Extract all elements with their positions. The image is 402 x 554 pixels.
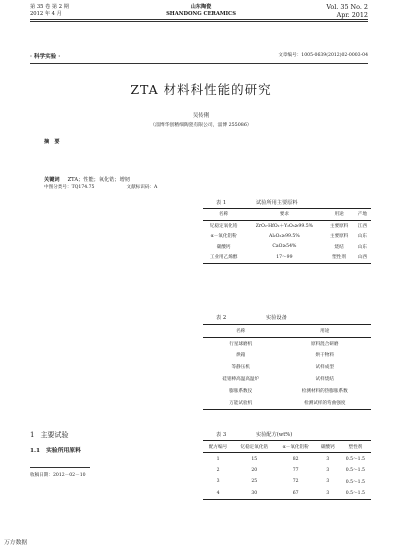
table-row — [203, 231, 371, 242]
table-cell: 72 — [292, 479, 299, 485]
header-date-cn: 2012 年 4 月 — [30, 11, 62, 17]
author: 吴传俐 — [192, 113, 210, 119]
table-row — [203, 252, 371, 263]
table-cell: 等静压机 — [231, 365, 250, 371]
table-cell: 0.5～1.5 — [345, 457, 365, 463]
table-row — [203, 453, 371, 465]
table-cell: 塑性剂 — [332, 255, 346, 261]
table-header-row — [203, 209, 371, 221]
table-row — [203, 385, 371, 397]
table-cell: 1 — [216, 456, 220, 462]
table-row — [203, 242, 371, 253]
table-cell: 3 — [326, 456, 330, 462]
header-journal-en: SHANDONG CERAMICS — [166, 11, 236, 17]
document-code: 文献标识码：A — [126, 185, 158, 190]
table-cell: α－氧化铝粉 — [210, 234, 237, 240]
table-cell: 4 — [216, 490, 220, 496]
table-cell: 82 — [292, 456, 299, 462]
table-cell: 3 — [326, 490, 330, 496]
table-1-title: 试验所用主要原料 — [256, 200, 298, 206]
keywords-label: 关键词 — [44, 177, 60, 183]
table-cell: CaO≥54% — [272, 244, 297, 250]
table-cell: 77 — [292, 467, 299, 473]
header-right — [326, 4, 368, 19]
table-header-cell: 配方编号 — [208, 444, 228, 450]
table-cell: 烘干物料 — [315, 353, 334, 359]
table-cell: 山西 — [357, 255, 367, 261]
table-1-number: 表 1 — [216, 200, 227, 206]
table-cell: 3 — [216, 479, 220, 485]
table-3-title: 实验配方(wt%) — [256, 432, 293, 438]
table-row — [203, 361, 371, 373]
table-row — [203, 465, 371, 476]
table-cell: 0.5～1.5 — [345, 468, 365, 474]
table-cell: 原料混合研磨 — [310, 341, 339, 347]
article-number: 文章编号：1005-0639(2012)02-0003-04 — [278, 53, 368, 58]
table-2-number: 表 2 — [216, 315, 227, 321]
table-cell: 3 — [326, 467, 330, 473]
table-cell: 25 — [251, 479, 258, 485]
table-cell: 万能试验机 — [229, 400, 253, 406]
table-row — [203, 488, 371, 500]
table-cell: 烧结 — [334, 244, 344, 250]
table-cell: 钇稳定氧化锆 — [209, 223, 238, 229]
table-cell: Al₂O₃≥99.5% — [269, 233, 300, 239]
subsection-title: 实验所用原料 — [46, 448, 81, 454]
table-header-cell: 用途 — [320, 328, 330, 334]
table-header-row — [203, 441, 371, 453]
abstract-label: 摘 要 — [44, 139, 60, 145]
header-rule-top — [30, 19, 368, 20]
formula-table — [203, 440, 371, 500]
table-cell: 0.5～1.5 — [345, 491, 365, 497]
table-cell: 检测材料的热膨胀系数 — [301, 388, 348, 394]
table-3-caption — [216, 431, 232, 438]
table-cell: 试样成型 — [315, 365, 334, 371]
table-cell: 山东 — [357, 244, 367, 250]
equipment-table — [203, 324, 371, 410]
table-row — [203, 476, 371, 487]
footnote-received-date: 收稿日期：2012－02－10 — [30, 473, 86, 478]
table-row — [203, 350, 371, 362]
table-cell: 烘箱 — [236, 353, 246, 359]
table-cell: 主要原料 — [329, 234, 349, 240]
table-header-cell: α－氧化铝粉 — [282, 444, 309, 450]
table-cell: 试样烧结 — [315, 377, 334, 383]
table-cell: 行星球磨机 — [229, 341, 253, 347]
affiliation: （淄博华创精细陶瓷有限公司，淄博 255086） — [150, 123, 252, 128]
table-cell: 20 — [251, 467, 258, 473]
section-tag: · 科学实验 · — [30, 54, 61, 60]
clc-number: 中图分类号：TQ174.75 — [44, 185, 95, 190]
abstract — [44, 138, 360, 147]
table-cell: 工业用乙烯醇 — [209, 255, 238, 261]
table-cell: 0.5～1.5 — [345, 479, 365, 485]
section-heading-1 — [30, 430, 68, 440]
classification-info — [44, 184, 360, 190]
keywords — [44, 176, 360, 183]
header-rule-bottom — [30, 21, 368, 22]
table-cell: 主要原料 — [329, 223, 349, 229]
subsection-number: 1.1 — [30, 448, 41, 454]
table-cell: ZrO₂·HfO₂＋Y₂O₃≥99.5% — [255, 223, 313, 229]
table-header-cell: 用途 — [334, 212, 344, 218]
table-row — [203, 397, 371, 409]
table-header-cell: 塑性剂 — [348, 444, 363, 450]
table-header-cell: 钇稳定氧化锆 — [240, 444, 269, 450]
table-cell: 江西 — [357, 223, 367, 229]
article-title: ZTA 材料科性能的研究 — [130, 82, 272, 97]
table-3-number: 表 3 — [216, 432, 227, 438]
table-2-caption — [216, 314, 232, 321]
watermark: 万方数据 — [4, 540, 28, 546]
table-cell: 30 — [251, 490, 258, 496]
table-1-caption — [216, 199, 232, 206]
section-number: 1 — [30, 431, 35, 439]
table-header-cell: 要求 — [279, 212, 289, 218]
materials-table — [203, 208, 371, 264]
header-journal-cn: 山东陶瓷 — [190, 4, 212, 10]
keywords-text: ZTA；性能；氧化锆；增韧 — [67, 177, 130, 183]
table-header-cell: 名称 — [236, 328, 246, 334]
footnote-rule — [30, 467, 90, 468]
table-cell: 15 — [251, 456, 258, 462]
header-volume-cn: 第 35 卷 第 2 期 — [30, 4, 69, 10]
section-rule — [30, 63, 368, 64]
table-cell: 2 — [216, 467, 220, 473]
table-cell: 山东 — [357, 234, 367, 240]
table-header-cell: 产地 — [357, 212, 367, 218]
table-cell: 膨胀系数仪 — [229, 388, 253, 394]
table-cell: 17～99 — [276, 255, 293, 261]
table-header-row — [203, 325, 371, 338]
table-header-cell: 名称 — [219, 212, 229, 218]
table-cell: 3 — [326, 479, 330, 485]
table-cell: 67 — [292, 490, 299, 496]
table-row — [203, 220, 371, 231]
table-row — [203, 373, 371, 385]
subsection-heading-1-1 — [30, 445, 81, 454]
table-cell: 碳酸钙 — [216, 244, 231, 250]
section-title: 主要试验 — [40, 431, 69, 439]
table-2-title: 实验设备 — [266, 315, 287, 321]
table-cell: 检测试样的弯曲强度 — [304, 400, 346, 406]
table-cell: 硅钼棒高温高温炉 — [222, 377, 260, 383]
header-date-en: Apr. 2012 — [336, 10, 368, 19]
table-header-cell: 碳酸钙 — [320, 444, 335, 450]
header-volume-en: Vol. 35 No. 2 — [326, 3, 368, 11]
table-row — [203, 337, 371, 349]
